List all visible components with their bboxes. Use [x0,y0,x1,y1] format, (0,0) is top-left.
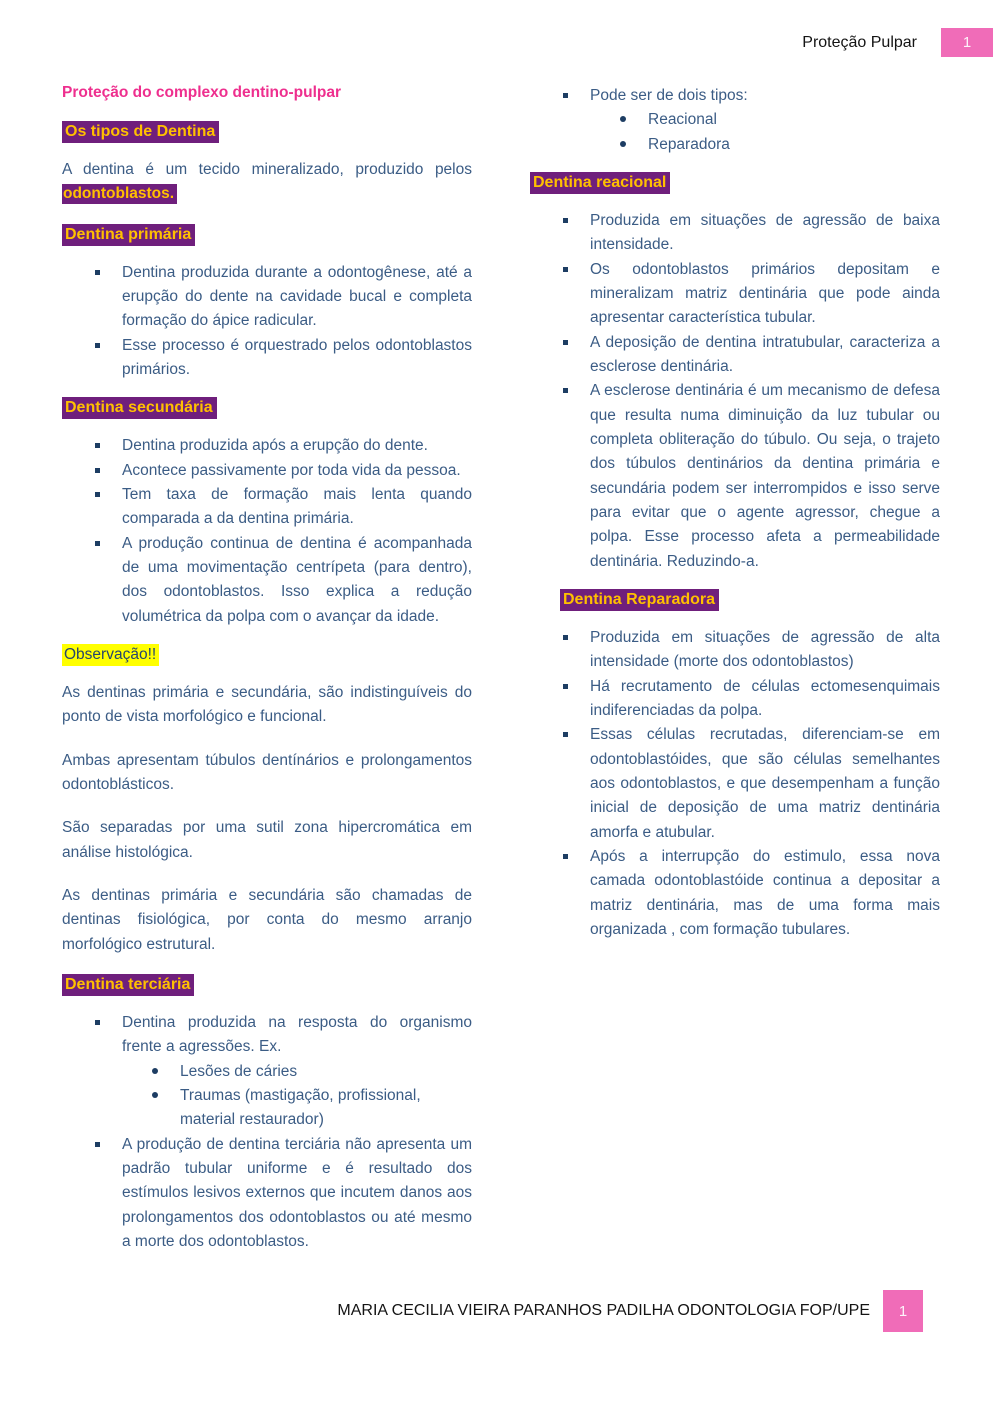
bullet-text [122,483,472,532]
bullet-list [62,434,472,629]
section-heading [62,399,472,417]
square-bullet-icon [563,209,590,258]
bullet-text-run: Esse processo é orquestrado pelos odontoblastos primários. [122,336,472,378]
bullet-dot-shape [152,1068,158,1074]
footer-page-number-badge: 1 [883,1290,923,1332]
inline-highlighted-text: odontoblastos. [62,184,177,204]
section-heading-text: Dentina primária [62,224,195,246]
square-bullet-icon [95,1011,122,1133]
bullet-text-run: Produzida em situações de agressão de baixa intensidade. [590,211,940,254]
bullet-text [122,1133,472,1255]
square-bullet-icon [563,675,590,724]
bullet-square-shape [563,732,568,737]
bullet-text-run: A deposição de dentina intratubular, caracteriza a esclerose dentinária. [590,333,940,375]
bullet-square-shape [95,343,100,348]
bullet-text [122,1011,472,1133]
sub-bullet-list [122,1060,472,1133]
header-page-number-badge: 1 [941,28,993,57]
bullet-text-run: Os odontoblastos primários depositam e mineralizam matriz dentinária que pode ainda apresentar característica tubular. [590,260,940,327]
bullet-text [590,845,940,942]
bullet-text-run: A produção de dentina terciária não apresenta um padrão tubular uniforme e é resultado dos estímulos lesivos externos que incutem danos aos prolongamentos dos odontoblastos ou até mesmo a morte dos odontoblastos. [122,1135,472,1250]
bullet-item [62,334,472,383]
bullet-text-run: Dentina produzida após a erupção do dente. [122,437,428,455]
bullet-text-run: Após a interrupção do estimulo, essa nova camada odontoblastóide continua a depositar a matriz dentinária, mas de uma forma mais organizada , com formação tubulares. [590,847,940,938]
document-body [62,84,940,1271]
square-bullet-icon [95,334,122,383]
left-column [62,84,472,1271]
square-bullet-icon [563,723,590,845]
bullet-item [62,1011,472,1133]
round-bullet-icon [152,1060,180,1084]
sub-bullet-item [122,1060,472,1084]
bullet-text [122,261,472,334]
square-bullet-icon [95,434,122,458]
bullet-text-run: Pode ser de dois tipos: [590,87,748,104]
bullet-item [530,331,940,380]
bullet-text [590,209,940,258]
bullet-square-shape [95,492,100,497]
sub-bullet-item [122,1084,472,1133]
bullet-square-shape [563,340,568,345]
bullet-square-shape [563,93,568,98]
sub-bullet-list [590,108,940,157]
paragraph [62,158,472,207]
square-bullet-icon [563,84,590,157]
header-title: Proteção Pulpar [802,33,917,51]
bullet-list [62,1011,472,1254]
bullet-item [530,723,940,845]
bullet-item [530,845,940,942]
bullet-item [530,84,940,157]
bullet-list [530,84,940,157]
paragraph: As dentinas primária e secundária são chamadas de dentinas fisiológica, por conta do mesmo arranjo morfológico estrutural. [62,886,472,953]
bullet-text-run: Dentina produzida durante a odontogênese, até a erupção do dente na cavidade bucal e completa formação do ápice radicular. [122,263,472,330]
text-run: A dentina é um tecido mineralizado, produzido pelos [62,161,472,178]
bullet-item [62,459,472,483]
section-heading [62,123,472,141]
bullet-item [530,209,940,258]
bullet-text [122,532,472,629]
note-heading-text: Observação!! [62,644,159,666]
sub-bullet-item [590,108,940,132]
sub-bullet-text: Lesões de cáries [180,1062,298,1080]
bullet-square-shape [95,468,100,473]
section-heading [530,174,940,192]
bullet-square-shape [95,1142,100,1147]
bullet-square-shape [563,684,568,689]
bullet-text [122,334,472,383]
square-bullet-icon [563,258,590,331]
paragraph: Ambas apresentam túbulos dentínários e prolongamentos odontoblásticos. [62,751,472,793]
bullet-square-shape [563,635,568,640]
bullet-text-run: Dentina produzida na resposta do organismo frente a agressões. Ex. [122,1013,472,1056]
bullet-text-run: Tem taxa de formação mais lenta quando comparada a da dentina primária. [122,485,472,528]
bullet-text [590,675,940,724]
bullet-text [590,626,940,675]
page-footer [337,1290,923,1332]
page-header [802,28,993,57]
bullet-text [590,331,940,380]
sub-bullet-item [590,133,940,157]
bullet-square-shape [95,270,100,275]
section-heading-text: Os tipos de Dentina [62,121,219,143]
bullet-text-run: Produzida em situações de agressão de alta intensidade (morte dos odontoblastos) [590,628,940,671]
round-bullet-icon [620,133,648,157]
paragraph: As dentinas primária e secundária, são indistinguíveis do ponto de vista morfológico e funcional. [62,683,472,726]
section-heading [62,976,472,994]
document-title: Proteção do complexo dentino-pulpar [62,84,342,101]
sub-bullet-text: Traumas (mastigação, profissional, material restaurador) [180,1086,421,1129]
bullet-square-shape [95,443,100,448]
bullet-item [530,379,940,574]
bullet-item [62,261,472,334]
square-bullet-icon [95,261,122,334]
sub-bullet-text: Reparadora [648,135,730,153]
bullet-item [62,483,472,532]
bullet-text-run: Essas células recrutadas, diferenciam-se em odontoblastóides, que são células semelhantes aos odontoblastos, e que desempenham a função inicial de deposição de uma matriz dentinária amorfa e atubular. [590,726,940,841]
square-bullet-icon [95,459,122,483]
square-bullet-icon [95,1133,122,1255]
bullet-dot-shape [152,1092,158,1098]
bullet-item [62,434,472,458]
round-bullet-icon [620,108,648,132]
bullet-text [590,723,940,845]
section-heading-text: Dentina Reparadora [560,589,719,611]
square-bullet-icon [563,379,590,574]
section-heading-text: Dentina reacional [530,172,670,194]
bullet-text [590,379,940,574]
round-bullet-icon [152,1084,180,1133]
bullet-square-shape [563,854,568,859]
bullet-item [530,626,940,675]
bullet-item [62,1133,472,1255]
section-heading-text: Dentina secundária [62,397,217,419]
bullet-square-shape [563,267,568,272]
bullet-text [122,459,472,483]
bullet-list [530,626,940,942]
bullet-dot-shape [620,141,626,147]
right-column [530,84,940,1271]
section-heading-text: Dentina terciária [62,974,194,996]
bullet-text-run: A produção continua de dentina é acompanhada de uma movimentação centrípeta (para dentro), dos odontoblastos. Isso explica a redução volumétrica da polpa com o avançar da idade. [122,534,472,625]
section-heading [62,226,472,244]
bullet-square-shape [563,388,568,393]
bullet-dot-shape [620,116,626,122]
sub-bullet-text: Reacional [648,111,717,129]
footer-author-text: MARIA CECILIA VIEIRA PARANHOS PADILHA ODONTOLOGIA FOP/UPE [337,1302,870,1319]
bullet-text-run: A esclerose dentinária é um mecanismo de defesa que resulta numa diminuição da luz tubular ou completa obliteração do túbulo. Ou seja, o trajeto dos túbulos dentinários da dentina primária e secundária podem ser interrompidos e isso serve para evitar que o agente agressor, chegue a polpa. Esse processo afeta a permeabilidade dentinária. Reduzindo-a. [590,382,940,570]
bullet-item [530,675,940,724]
bullet-list [530,209,940,574]
bullet-item [62,532,472,629]
bullet-text [590,258,940,331]
bullet-text-run: Há recrutamento de células ectomesenquimais indiferenciadas da polpa. [590,677,940,719]
bullet-text [590,84,940,157]
bullet-square-shape [95,1020,100,1025]
bullet-item [530,258,940,331]
bullet-text-run: Acontece passivamente por toda vida da pessoa. [122,461,461,479]
note-heading [62,646,472,664]
bullet-square-shape [95,541,100,546]
bullet-list [62,261,472,383]
square-bullet-icon [95,483,122,532]
bullet-text [122,434,472,458]
square-bullet-icon [563,845,590,942]
section-heading [560,591,940,609]
square-bullet-icon [563,626,590,675]
square-bullet-icon [563,331,590,380]
paragraph: São separadas por uma sutil zona hipercromática em análise histológica. [62,819,472,861]
square-bullet-icon [95,532,122,629]
bullet-square-shape [563,218,568,223]
